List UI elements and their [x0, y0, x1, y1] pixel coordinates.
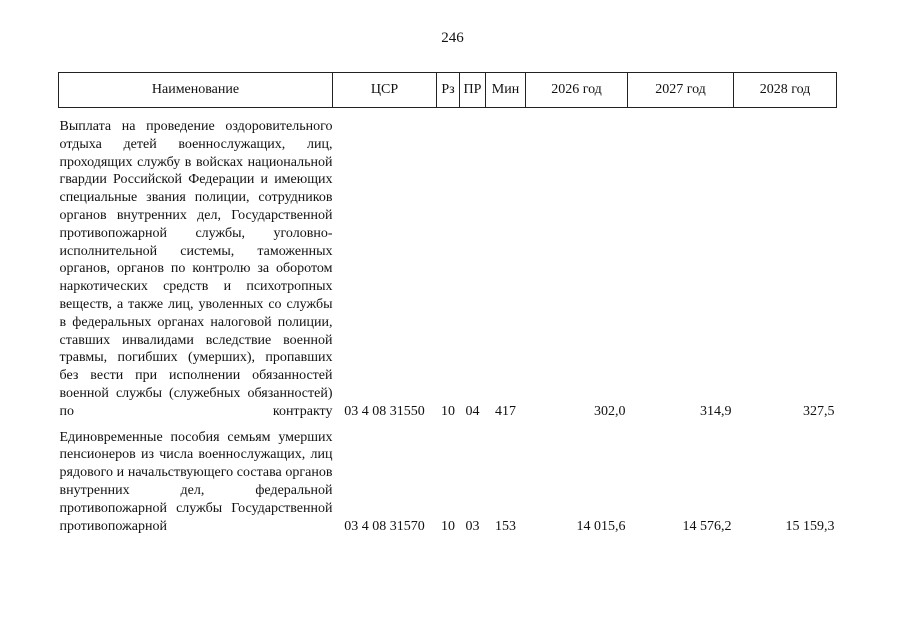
table-header-row [59, 73, 837, 108]
table-row [59, 108, 837, 421]
budget-table [58, 72, 837, 535]
row-pr: 04 [465, 403, 480, 419]
header-2028: 2028 год [734, 73, 837, 108]
row-value-2027: 14 576,2 [682, 518, 732, 534]
row-rz: 10 [441, 518, 455, 534]
table-row [59, 421, 837, 536]
header-pr: ПР [460, 73, 486, 108]
row-value-2026: 14 015,6 [576, 518, 626, 534]
row-name: Единовременные пособия семьям умерших пенсионеров из числа военнослужащих, лиц рядового и начальствующего состава органов внутренних дел, федеральной противопожарной службы Государственной противопожарной [59, 429, 333, 534]
page-number: 246 [441, 30, 464, 46]
header-2027: 2027 год [628, 73, 734, 108]
row-name: Выплата на проведение оздоровительного отдыха детей военнослужащих, лиц, проходящих службу в войсках национальной гвардии Российской Федерации и имеющих специальные звания полиции, сотрудников органов внутренних дел, Государственной противопожарной службы, уголовно-исполнительной системы, таможенных органов, органов по контролю за оборотом наркотических средств и психотропных веществ, а также лиц, уволенных со службы в федеральных органах налоговой полиции, ставших инвалидами вследствие военной травмы, погибших (умерших), пропавших без вести при исполнении обязанностей военной службы (служебных обязанностей) по контракту [59, 119, 333, 419]
header-rz: Рз [437, 73, 460, 108]
row-min: 153 [495, 518, 516, 534]
row-value-2028: 327,5 [803, 403, 835, 419]
row-value-2026: 302,0 [594, 403, 626, 419]
row-pr: 03 [465, 518, 480, 534]
row-min: 417 [495, 403, 516, 419]
row-csr: 03 4 08 31550 [344, 403, 425, 419]
header-csr: ЦСР [333, 73, 437, 108]
header-name: Наименование [59, 73, 333, 108]
row-csr: 03 4 08 31570 [344, 518, 425, 534]
row-value-2027: 314,9 [700, 403, 732, 419]
header-min: Мин [486, 73, 526, 108]
row-value-2028: 15 159,3 [785, 518, 835, 534]
header-2026: 2026 год [526, 73, 628, 108]
row-rz: 10 [441, 403, 455, 419]
